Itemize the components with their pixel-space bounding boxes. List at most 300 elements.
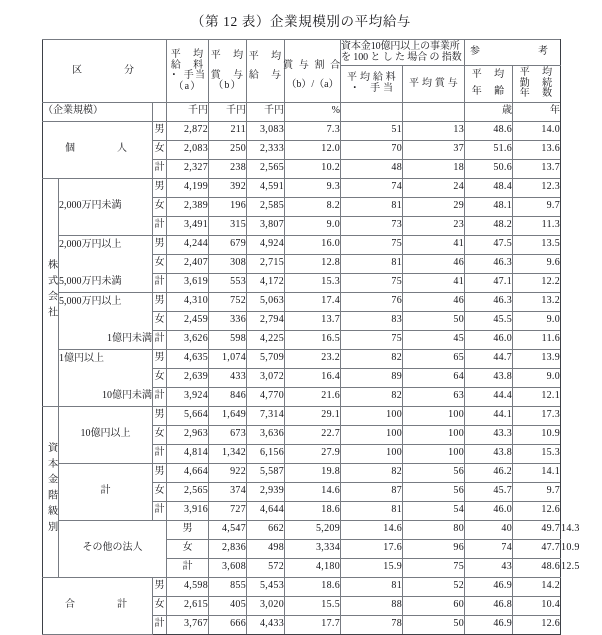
cell-index-bonus: 74 (465, 539, 513, 558)
cell-index-salary: 81 (341, 197, 403, 216)
cell-ref-years: 17.3 (513, 406, 561, 425)
sex-cell: 計 (153, 330, 167, 349)
group-label-kojin: 個 人 (43, 121, 153, 178)
cell-bonus-ratio: 16.0 (285, 235, 341, 254)
cell-ref-age: 43.8 (465, 368, 513, 387)
header-index-note (341, 40, 465, 66)
cell-avg-salary: 4,244 (167, 235, 209, 254)
cell-avg-salary: 3,767 (167, 615, 209, 634)
table-row: 計 3,608 572 4,180 15.9 75 43 48.6 12.5 (43, 558, 561, 577)
header-reference: 参 考 (465, 40, 561, 66)
cell-index-salary: 81 (341, 254, 403, 273)
cell-bonus-ratio: 14.6 (285, 482, 341, 501)
cell-bonus-ratio: 15.5 (285, 596, 341, 615)
header-average-pay-line2: 給 与 (248, 70, 283, 82)
sex-cell: 女 (153, 482, 167, 501)
sex-cell: 男 (153, 121, 167, 140)
cell-avg-pay: 4,591 (247, 178, 285, 197)
cell-avg-pay: 5,063 (247, 292, 285, 311)
sex-cell: 男 (153, 577, 167, 596)
cell-ref-age: 44.4 (465, 387, 513, 406)
subgroup-label-upper: 2,000万円以上 (59, 235, 153, 254)
cell-ref-years: 9.0 (513, 311, 561, 330)
cell-index-bonus: 56 (403, 482, 465, 501)
cell-ref-age: 48.2 (465, 216, 513, 235)
cell-avg-bonus: 392 (209, 178, 247, 197)
table-row (43, 387, 561, 406)
cell-ref-years: 9.6 (513, 254, 561, 273)
cell-index-salary: 78 (341, 615, 403, 634)
cell-index-bonus: 37 (403, 140, 465, 159)
unit-row-kigyokibo: （企業規模） (43, 102, 153, 121)
cell-bonus-ratio: 19.8 (285, 463, 341, 482)
cell-index-bonus: 100 (403, 425, 465, 444)
cell-avg-bonus: 433 (209, 368, 247, 387)
cell-avg-pay: 2,585 (247, 197, 285, 216)
cell-bonus-ratio: 16.5 (285, 330, 341, 349)
cell-ref-years: 10.9 (513, 425, 561, 444)
table-row (43, 406, 561, 425)
vertical-label-kabushiki (43, 178, 59, 406)
unit-ref-age: 歳 (465, 102, 513, 121)
cell-ref-years: 9.0 (513, 368, 561, 387)
cell-bonus-ratio: 9.0 (285, 216, 341, 235)
cell-avg-salary: 2,565 (167, 482, 209, 501)
cell-ref-age: 43.8 (465, 444, 513, 463)
cell-index-salary: 89 (341, 368, 403, 387)
cell-index-bonus: 23 (403, 216, 465, 235)
header-ref-years-line2: 勤 続 (519, 77, 554, 89)
cell-bonus-ratio: 8.2 (285, 197, 341, 216)
cell-avg-bonus: 250 (209, 140, 247, 159)
cell-index-salary: 76 (341, 292, 403, 311)
cell-avg-salary: 4,310 (167, 292, 209, 311)
cell-avg-bonus: 922 (209, 463, 247, 482)
cell-avg-salary: 2,963 (167, 425, 209, 444)
cell-ref-years: 14.1 (513, 463, 561, 482)
unit-index-salary (341, 102, 403, 121)
cell-index-salary: 81 (341, 577, 403, 596)
cell-avg-pay: 4,770 (247, 387, 285, 406)
sex-cell: 女 (167, 539, 209, 558)
cell-avg-bonus: 553 (209, 273, 247, 292)
cell-ref-years: 13.5 (513, 235, 561, 254)
cell-bonus-ratio: 29.1 (285, 406, 341, 425)
cell-ref-age: 48.1 (465, 197, 513, 216)
unit-ref-years: 年 (513, 102, 561, 121)
header-index-salary-line2: ・ 手 当 (349, 82, 394, 94)
header-index-note-line1: 資本金10億円以上の事業所 (341, 41, 460, 52)
cell-ref-years: 13.2 (513, 292, 561, 311)
subgroup-label: 10億円以上 (59, 406, 153, 463)
sex-cell: 計 (153, 444, 167, 463)
cell-index-salary: 74 (341, 178, 403, 197)
header-average-salary-line4: （a） (173, 80, 202, 92)
cell-index-bonus: 41 (403, 273, 465, 292)
cell-ref-age: 46.3 (465, 254, 513, 273)
cell-avg-bonus: 679 (209, 235, 247, 254)
cell-index-salary: 75 (341, 235, 403, 254)
cell-avg-pay: 5,209 (285, 520, 341, 539)
cell-bonus-ratio: 22.7 (285, 425, 341, 444)
subgroup-label: 2,000万円未満 (59, 178, 153, 235)
cell-ref-years: 12.2 (513, 273, 561, 292)
cell-bonus-ratio: 14.6 (341, 520, 403, 539)
cell-avg-pay: 5,587 (247, 463, 285, 482)
cell-avg-salary: 2,407 (167, 254, 209, 273)
cell-avg-bonus: 666 (209, 615, 247, 634)
sex-cell: 女 (153, 254, 167, 273)
cell-index-salary: 70 (341, 140, 403, 159)
subgroup-label-upper: 5,000万円以上 (59, 292, 153, 311)
header-average-bonus-line3: （b） (213, 80, 242, 91)
cell-index-bonus: 18 (403, 159, 465, 178)
cell-avg-pay: 3,636 (247, 425, 285, 444)
cell-avg-bonus: 196 (209, 197, 247, 216)
cell-ref-years: 10.4 (513, 596, 561, 615)
cell-avg-pay: 2,333 (247, 140, 285, 159)
cell-avg-salary: 2,327 (167, 159, 209, 178)
cell-bonus-ratio: 15.9 (341, 558, 403, 577)
cell-ref-age: 46.0 (465, 501, 513, 520)
cell-ref-age: 46.8 (465, 596, 513, 615)
cell-avg-bonus: 572 (247, 558, 285, 577)
cell-avg-bonus: 1,074 (209, 349, 247, 368)
cell-ref-age: 46.9 (465, 577, 513, 596)
sex-cell: 計 (153, 387, 167, 406)
cell-bonus-ratio: 12.8 (285, 254, 341, 273)
cell-avg-bonus: 211 (209, 121, 247, 140)
subgroup-label-total: 計 (59, 463, 153, 520)
cell-index-salary: 100 (341, 406, 403, 425)
sex-cell: 男 (167, 520, 209, 539)
cell-avg-pay: 4,433 (247, 615, 285, 634)
cell-avg-pay: 3,020 (247, 596, 285, 615)
table-row (43, 121, 561, 140)
cell-avg-bonus: 727 (209, 501, 247, 520)
cell-bonus-ratio: 9.3 (285, 178, 341, 197)
header-average-pay (247, 40, 285, 103)
cell-avg-salary: 2,639 (167, 368, 209, 387)
unit-index-bonus (403, 102, 465, 121)
cell-avg-salary: 2,459 (167, 311, 209, 330)
cell-ref-years: 14.2 (513, 577, 561, 596)
cell-avg-pay: 3,807 (247, 216, 285, 235)
sex-cell: 男 (153, 292, 167, 311)
cell-avg-pay: 3,072 (247, 368, 285, 387)
header-bonus-ratio (285, 40, 341, 103)
cell-index-salary: 82 (341, 349, 403, 368)
header-average-salary-line3: ・ 手当 (168, 70, 207, 82)
cell-avg-pay: 3,334 (285, 539, 341, 558)
cell-avg-salary: 3,626 (167, 330, 209, 349)
vertical-label-shihonkin-text: 資本金階級別 (45, 442, 57, 538)
cell-avg-salary: 4,598 (167, 577, 209, 596)
subgroup-label-mid (59, 368, 153, 387)
table-row (43, 368, 561, 387)
cell-ref-years: 12.6 (513, 501, 561, 520)
cell-index-bonus: 40 (465, 520, 513, 539)
cell-avg-pay: 3,083 (247, 121, 285, 140)
cell-avg-pay: 2,939 (247, 482, 285, 501)
table-header (43, 40, 561, 103)
sex-cell: 計 (153, 273, 167, 292)
cell-ref-age: 45.7 (465, 482, 513, 501)
cell-index-salary: 82 (341, 463, 403, 482)
cell-index-salary: 75 (341, 273, 403, 292)
header-average-bonus (209, 40, 247, 103)
cell-ref-age: 47.1 (465, 273, 513, 292)
cell-index-bonus: 13 (403, 121, 465, 140)
sex-cell: 女 (153, 140, 167, 159)
cell-avg-salary: 3,491 (167, 216, 209, 235)
cell-avg-salary: 4,635 (167, 349, 209, 368)
cell-index-bonus: 63 (403, 387, 465, 406)
cell-ref-age: 46.2 (465, 463, 513, 482)
sex-cell: 計 (167, 558, 209, 577)
average-salary-table (42, 39, 580, 635)
cell-ref-years: 12.6 (513, 615, 561, 634)
cell-index-bonus: 41 (403, 235, 465, 254)
cell-index-salary: 96 (403, 539, 465, 558)
sex-cell: 男 (153, 349, 167, 368)
table-row (43, 178, 561, 197)
cell-index-salary: 82 (341, 387, 403, 406)
cell-avg-pay: 2,565 (247, 159, 285, 178)
cell-index-salary: 73 (341, 216, 403, 235)
cell-bonus-ratio: 17.7 (285, 615, 341, 634)
sex-cell: 男 (153, 406, 167, 425)
cell-avg-bonus: 846 (209, 387, 247, 406)
unit-avg-bonus: 千円 (209, 102, 247, 121)
cell-ref-years: 11.3 (513, 216, 561, 235)
cell-avg-bonus: 374 (209, 482, 247, 501)
header-ref-age-line2: 年 齢 (471, 86, 506, 98)
cell-ref-years: 15.3 (513, 444, 561, 463)
cell-index-bonus: 54 (403, 501, 465, 520)
header-average-salary (167, 40, 209, 103)
cell-bonus-ratio: 12.0 (285, 140, 341, 159)
cell-avg-bonus: 752 (209, 292, 247, 311)
subgroup-label-lower: 10億円未満 (59, 387, 153, 406)
header-bonus-ratio-formula: （b）/（a） (286, 79, 339, 91)
cell-avg-salary: 4,664 (167, 463, 209, 482)
cell-avg-pay: 4,924 (247, 235, 285, 254)
cell-index-bonus: 46 (403, 254, 465, 273)
cell-avg-bonus: 405 (209, 596, 247, 615)
table-container (42, 39, 580, 635)
header-kubun: 区 分 (43, 40, 167, 103)
table-body (43, 102, 580, 634)
cell-ref-age: 46.9 (465, 615, 513, 634)
cell-ref-age: 50.6 (465, 159, 513, 178)
sex-cell: 計 (153, 615, 167, 634)
cell-ref-age: 46.3 (465, 292, 513, 311)
cell-index-bonus: 52 (403, 577, 465, 596)
cell-ref-age: 46.0 (465, 330, 513, 349)
sex-cell: 女 (153, 197, 167, 216)
cell-ref-years: 14.0 (513, 121, 561, 140)
cell-avg-salary: 3,916 (167, 501, 209, 520)
cell-ref-age: 48.4 (465, 178, 513, 197)
cell-ref-age: 44.7 (465, 349, 513, 368)
cell-avg-pay: 4,180 (285, 558, 341, 577)
cell-avg-bonus: 238 (209, 159, 247, 178)
cell-bonus-ratio: 15.3 (285, 273, 341, 292)
unit-avg-pay: 千円 (247, 102, 285, 121)
cell-ref-years: 12.3 (513, 178, 561, 197)
cell-index-bonus: 45 (403, 330, 465, 349)
cell-index-salary: 75 (403, 558, 465, 577)
cell-avg-pay: 5,453 (247, 577, 285, 596)
cell-index-bonus: 46 (403, 292, 465, 311)
subgroup-label-upper: 1億円以上 (59, 349, 153, 368)
cell-avg-pay: 4,225 (247, 330, 285, 349)
cell-index-salary: 51 (341, 121, 403, 140)
cell-bonus-ratio: 10.2 (285, 159, 341, 178)
sex-cell: 計 (153, 159, 167, 178)
cell-ref-years: 13.7 (513, 159, 561, 178)
sex-cell: 女 (153, 596, 167, 615)
cell-index-salary: 100 (341, 425, 403, 444)
cell-avg-bonus: 315 (209, 216, 247, 235)
table-row (43, 349, 561, 368)
cell-avg-bonus: 498 (247, 539, 285, 558)
table-row (43, 463, 561, 482)
unit-bonus-ratio: % (285, 102, 341, 121)
subgroup-label-lower: 5,000万円未満 (59, 273, 153, 292)
cell-index-bonus: 65 (403, 349, 465, 368)
cell-index-salary: 75 (341, 330, 403, 349)
cell-avg-pay: 6,156 (247, 444, 285, 463)
cell-index-salary: 100 (341, 444, 403, 463)
sex-cell: 男 (153, 178, 167, 197)
cell-bonus-ratio: 27.9 (285, 444, 341, 463)
header-bonus-ratio-label: 賞 与 割 合 (283, 59, 342, 71)
cell-ref-years: 11.6 (513, 330, 561, 349)
cell-ref-age: 45.5 (465, 311, 513, 330)
cell-avg-bonus: 855 (209, 577, 247, 596)
cell-avg-salary: 5,664 (167, 406, 209, 425)
cell-bonus-ratio: 23.2 (285, 349, 341, 368)
header-average-bonus-line1: 平 均 (210, 50, 245, 61)
table-row: 女 2,836 498 3,334 17.6 96 74 47.7 10.9 (43, 539, 561, 558)
cell-bonus-ratio: 17.4 (285, 292, 341, 311)
sex-cell: 計 (153, 216, 167, 235)
header-ref-years (513, 66, 561, 103)
cell-ref-years: 13.9 (513, 349, 561, 368)
header-average-salary-line1: 平 均 (170, 49, 205, 61)
cell-avg-salary: 3,924 (167, 387, 209, 406)
cell-ref-age: 44.1 (465, 406, 513, 425)
cell-avg-salary: 3,619 (167, 273, 209, 292)
table-row (43, 311, 561, 330)
header-average-salary-line2: 給 料 (170, 59, 205, 71)
sex-cell: 男 (153, 235, 167, 254)
group-label-grand-total: 合 計 (43, 577, 153, 634)
sex-cell: 男 (153, 463, 167, 482)
cell-bonus-ratio: 7.3 (285, 121, 341, 140)
page-title: （第 12 表）企業規模別の平均給与 (190, 14, 412, 29)
header-row-1 (43, 40, 561, 66)
cell-avg-bonus: 598 (209, 330, 247, 349)
cell-index-salary: 88 (341, 596, 403, 615)
cell-bonus-ratio: 16.4 (285, 368, 341, 387)
cell-avg-salary: 3,608 (209, 558, 247, 577)
group-label-other-corp: その他の法人 (59, 520, 167, 577)
cell-ref-years: 9.7 (513, 482, 561, 501)
cell-avg-bonus: 336 (209, 311, 247, 330)
cell-avg-pay: 4,644 (247, 501, 285, 520)
unit-row-sex-blank (153, 102, 167, 121)
cell-avg-salary: 4,199 (167, 178, 209, 197)
subgroup-label-lower: 1億円未満 (59, 330, 153, 349)
cell-index-bonus: 100 (403, 406, 465, 425)
header-ref-years-line1: 平 均 (519, 67, 554, 78)
table-row (43, 273, 561, 292)
cell-index-bonus: 50 (403, 311, 465, 330)
cell-index-bonus: 43 (465, 558, 513, 577)
table-row (43, 254, 561, 273)
header-index-note-line2: を 100 と し た 場合 の 指数 (341, 51, 462, 63)
cell-index-salary: 87 (341, 482, 403, 501)
header-ref-age (465, 66, 513, 103)
cell-avg-salary: 4,547 (209, 520, 247, 539)
sex-cell: 女 (153, 425, 167, 444)
cell-bonus-ratio: 17.6 (341, 539, 403, 558)
header-index-salary (341, 66, 403, 103)
subgroup-label-mid (59, 311, 153, 330)
cell-avg-bonus: 308 (209, 254, 247, 273)
header-index-salary-line1: 平 均 給 料 (347, 72, 396, 84)
header-index-bonus: 平 均 賞 与 (403, 66, 465, 103)
table-row (43, 577, 561, 596)
cell-index-salary: 48 (341, 159, 403, 178)
cell-ref-years: 12.1 (513, 387, 561, 406)
sex-cell: 女 (153, 311, 167, 330)
cell-index-salary: 81 (341, 501, 403, 520)
cell-ref-age: 47.5 (465, 235, 513, 254)
cell-bonus-ratio: 18.6 (285, 501, 341, 520)
cell-index-bonus: 56 (403, 463, 465, 482)
unit-row (43, 102, 561, 121)
cell-avg-bonus: 1,649 (209, 406, 247, 425)
cell-ref-age: 48.6 (465, 121, 513, 140)
cell-avg-salary: 2,872 (167, 121, 209, 140)
cell-index-bonus: 50 (403, 615, 465, 634)
cell-ref-age: 48.6 (513, 558, 561, 577)
cell-bonus-ratio: 18.6 (285, 577, 341, 596)
table-row (43, 292, 561, 311)
cell-avg-salary: 2,615 (167, 596, 209, 615)
table-row (43, 235, 561, 254)
sex-cell: 計 (153, 501, 167, 520)
cell-avg-bonus: 673 (209, 425, 247, 444)
subgroup-label-mid (59, 254, 153, 273)
cell-index-bonus: 29 (403, 197, 465, 216)
cell-index-bonus: 100 (403, 444, 465, 463)
table-row: その他の法人 男 4,547 662 5,209 14.6 80 40 49.7 14.3 (43, 520, 561, 539)
cell-avg-pay: 4,172 (247, 273, 285, 292)
cell-avg-bonus: 1,342 (209, 444, 247, 463)
cell-ref-age: 47.7 (513, 539, 561, 558)
cell-ref-age: 43.3 (465, 425, 513, 444)
vertical-label-kabushiki-text: 株式会社 (45, 258, 57, 322)
cell-ref-age: 51.6 (465, 140, 513, 159)
header-ref-age-line1: 平 均 (471, 68, 506, 80)
cell-avg-pay: 2,715 (247, 254, 285, 273)
cell-bonus-ratio: 21.6 (285, 387, 341, 406)
